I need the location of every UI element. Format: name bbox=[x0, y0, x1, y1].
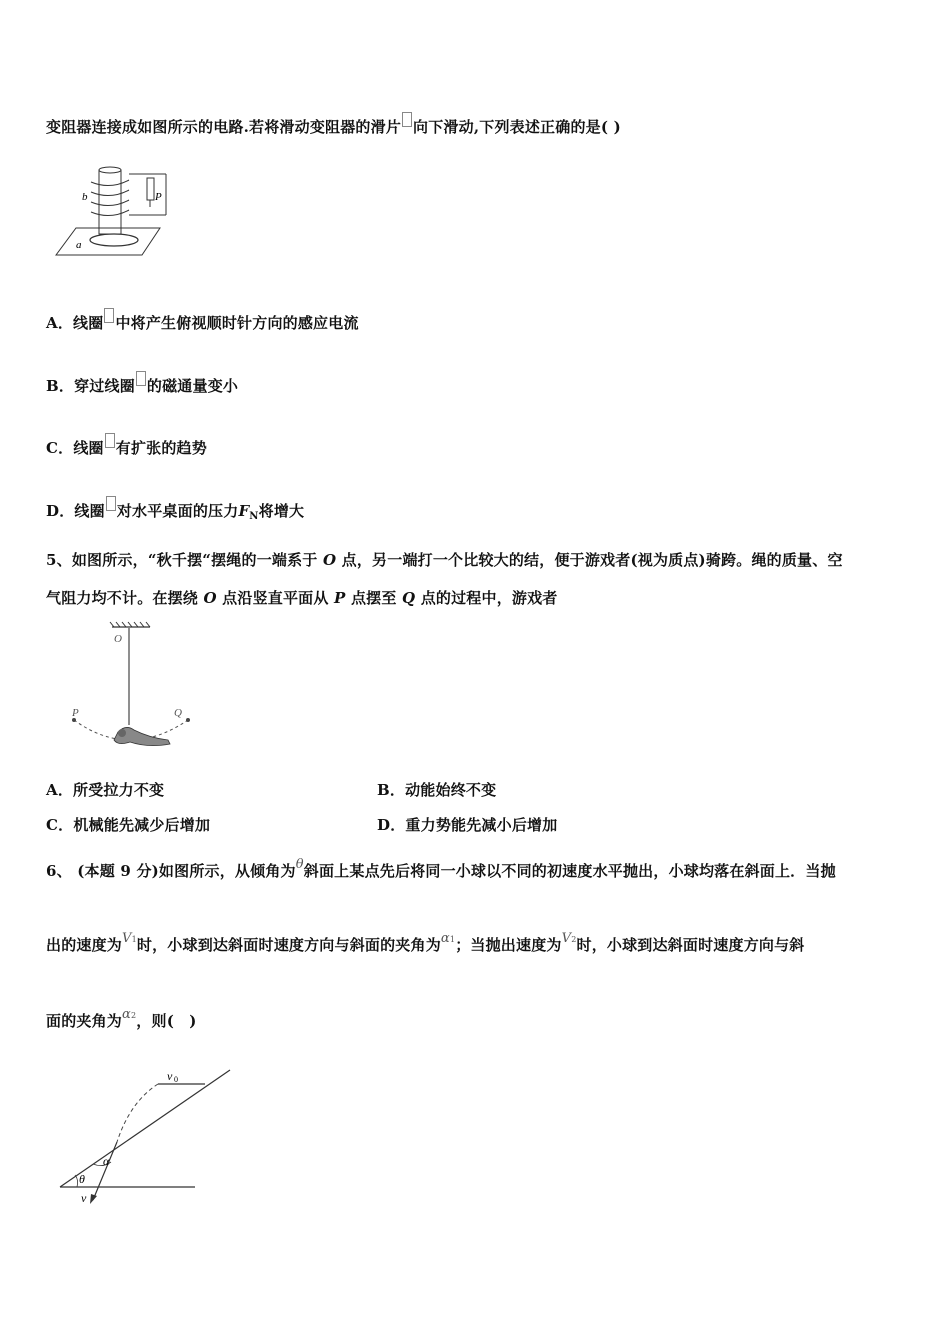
q5-option-c: C．机械能先减少后增加 bbox=[46, 816, 211, 834]
q6-stem-line3: 面的夹角为α2，则( ) bbox=[46, 1007, 197, 1030]
label-v: v bbox=[81, 1191, 87, 1205]
label-theta: θ bbox=[79, 1172, 85, 1186]
q5-stem-line2: 气阻力均不计。在摆绕 O 点沿竖直平面从 P 点摆至 Q 点的过程中，游戏者 bbox=[46, 589, 558, 607]
missing-glyph-box bbox=[104, 308, 114, 323]
q4-option-d: D．线圈 对水平桌面的压力$F_N$将增大 bbox=[46, 500, 304, 522]
q4-stem: 变阻器连接成如图所示的电路.若将滑动变阻器的滑片 向下滑动,下列表述正确的是( ) bbox=[46, 116, 621, 137]
q4-option-c: C．线圈 有扩张的趋势 bbox=[46, 437, 207, 458]
label-o: O bbox=[114, 633, 122, 645]
missing-glyph-box bbox=[106, 496, 116, 511]
label-a: a bbox=[76, 239, 82, 251]
q5-option-b: B．动能始终不变 bbox=[377, 781, 497, 799]
label-p: P bbox=[155, 191, 162, 203]
q6-incline-figure bbox=[55, 1062, 235, 1212]
theta-symbol: θ bbox=[295, 857, 304, 872]
q6-stem-line2: 出的速度为V1时，小球到达斜面时速度方向与斜面的夹角为α1；当抛出速度为V2时，小球到达斜面时速度方向与斜 bbox=[46, 931, 805, 954]
label-b: b bbox=[82, 191, 88, 203]
q5-stem-line1: 5、如图所示，“秋千摆“摆绳的一端系于 O 点，另一端打一个比较大的结，便于游戏者(视为质点)骑跨。绳的质量、空 bbox=[46, 551, 843, 569]
q5-swing-figure bbox=[60, 620, 210, 760]
q6-stem-line1: 6、 (本题 9 分)如图所示，从倾角为θ斜面上某点先后将同一小球以不同的初速度水平抛出，小球均落在斜面上．当抛 bbox=[46, 857, 836, 880]
label-p: P bbox=[72, 707, 79, 719]
missing-glyph-box bbox=[136, 371, 146, 386]
label-alpha: α bbox=[103, 1154, 110, 1168]
q5-option-d: D．重力势能先减小后增加 bbox=[377, 816, 558, 834]
q4-option-b: B．穿过线圈 的磁通量变小 bbox=[46, 375, 238, 396]
q5-option-a: A．所受拉力不变 bbox=[46, 781, 165, 799]
q4-option-a: A．线圈 中将产生俯视顺时针方向的感应电流 bbox=[46, 312, 359, 333]
label-q: Q bbox=[174, 707, 182, 719]
label-v0-sub: 0 bbox=[174, 1075, 178, 1084]
q4-coil-figure bbox=[50, 160, 170, 260]
label-v0: v bbox=[167, 1069, 173, 1083]
missing-glyph-box bbox=[402, 112, 412, 127]
missing-glyph-box bbox=[105, 433, 115, 448]
